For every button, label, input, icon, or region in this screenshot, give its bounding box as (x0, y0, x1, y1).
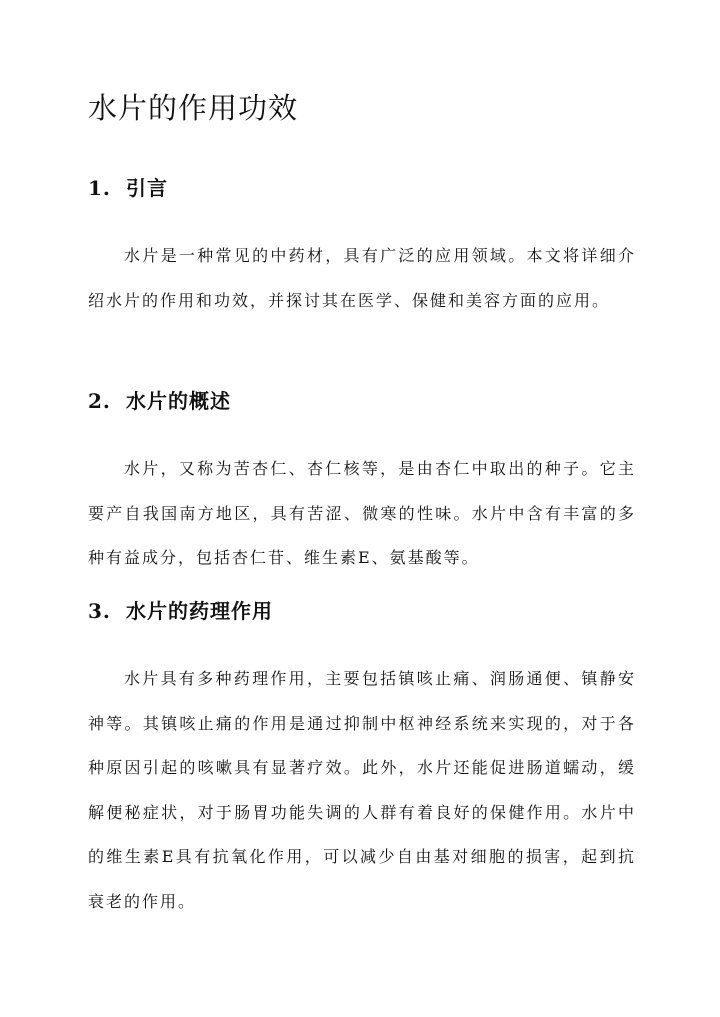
section-paragraph: 水片，又称为苦杏仁、杏仁核等，是由杏仁中取出的种子。它主要产自我国南方地区，具有苦涩、微寒的性味。水片中含有丰富的多种有益成分，包括杏仁苷、维生素E、氨基酸等。 (88, 459, 636, 567)
section-heading-text: 水片的概述 (126, 389, 231, 413)
section-number: 1. (88, 176, 111, 200)
section-heading-pharmacology (88, 596, 273, 626)
section-paragraph: 水片是一种常见的中药材，具有广泛的应用领域。本文将详细介绍水片的作用和功效，并探讨其在医学、保健和美容方面的应用。 (88, 246, 636, 310)
section-number: 3. (88, 599, 111, 623)
section-heading-overview (88, 386, 231, 416)
section-heading-introduction (88, 173, 168, 203)
page-title: 水片的作用功效 (88, 91, 299, 125)
section-heading-text: 引言 (126, 176, 168, 200)
section-paragraph: 水片具有多种药理作用，主要包括镇咳止痛、润肠通便、镇静安神等。其镇咳止痛的作用是通过抑制中枢神经系统来实现的，对于各种原因引起的咳嗽具有显著疗效。此外，水片还能促进肠道蠕动，缓解便秘症状，对于肠胃功能失调的人群有着良好的保健作用。水片中的维生素E具有抗氧化作用，可以减少自由基对细胞的损害，起到抗衰老的作用。 (88, 669, 636, 911)
section-number: 2. (88, 389, 111, 413)
section-heading-text: 水片的药理作用 (126, 599, 273, 623)
